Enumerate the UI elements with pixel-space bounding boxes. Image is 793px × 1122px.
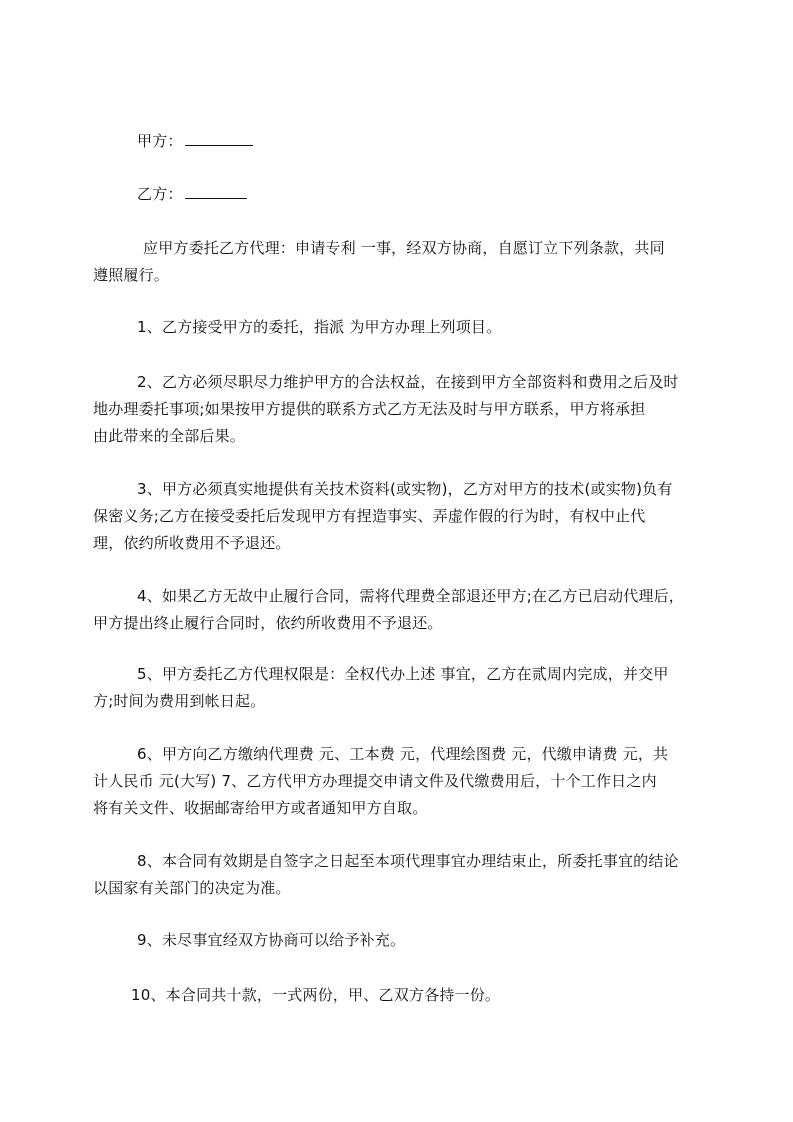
party-a-line: [137, 128, 253, 154]
clause-3-line-3: 理，依约所收费用不予退还。: [93, 534, 291, 552]
clause-9-line-1: 9、未尽事宜经双方协商可以给予补充。: [137, 931, 406, 949]
clause-3-line-2: 保密义务;乙方在接受委托后发现甲方有捏造事实、弄虚作假的行为时，有权中止代: [93, 507, 646, 525]
clause-6-line-2: 计人民币 元(大写) 7、乙方代甲方办理提交申请文件及代缴费用后，十个工作日之内: [93, 772, 657, 790]
party-a-blank: [185, 129, 253, 146]
intro-line-2: 遵照履行。: [93, 266, 170, 284]
party-b-line: [137, 181, 247, 207]
party-b-label: 乙方：: [137, 185, 183, 203]
clause-6-line-1: 6、甲方向乙方缴纳代理费 元、工本费 元，代理绘图费 元，代缴申请费 元，共: [137, 745, 669, 763]
clause-5-line-1: 5、甲方委托乙方代理权限是：全权代办上述 事宜，乙方在贰周内完成，并交甲: [137, 665, 669, 683]
clause-8-line-1: 8、本合同有效期是自签字之日起至本项代理事宜办理结束止，所委托事宜的结论: [137, 852, 679, 870]
party-b-blank: [185, 182, 247, 199]
clause-2-line-3: 由此带来的全部后果。: [93, 427, 246, 445]
party-a-label: 甲方：: [137, 132, 183, 150]
clause-4-line-2: 甲方提出终止履行合同时，依约所收费用不予退还。: [93, 614, 443, 632]
clause-3-line-1: 3、甲方必须真实地提供有关技术资料(或实物)，乙方对甲方的技术(或实物)负有: [137, 480, 673, 498]
clause-1-line-1: 1、乙方接受甲方的委托，指派 为甲方办理上列项目。: [137, 318, 502, 336]
clause-2-line-2: 地办理委托事项;如果按甲方提供的联系方式乙方无法及时与甲方联系，甲方将承担: [93, 400, 646, 418]
intro-line-1: 应甲方委托乙方代理：申请专利 一事，经双方协商，自愿订立下列条款，共同: [143, 239, 665, 257]
clause-4-line-1: 4、如果乙方无故中止履行合同，需将代理费全部退还甲方;在乙方已启动代理后，: [137, 587, 685, 605]
clause-10-line-1: 10、本合同共十款，一式两份，甲、乙双方各持一份。: [131, 986, 501, 1004]
clause-8-line-2: 以国家有关部门的决定为准。: [93, 879, 291, 897]
clause-5-line-2: 方;时间为费用到帐日起。: [93, 692, 266, 710]
clause-6-line-3: 将有关文件、收据邮寄给甲方或者通知甲方自取。: [93, 799, 428, 817]
clause-2-line-1: 2、乙方必须尽职尽力维护甲方的合法权益，在接到甲方全部资料和费用之后及时: [137, 373, 679, 391]
